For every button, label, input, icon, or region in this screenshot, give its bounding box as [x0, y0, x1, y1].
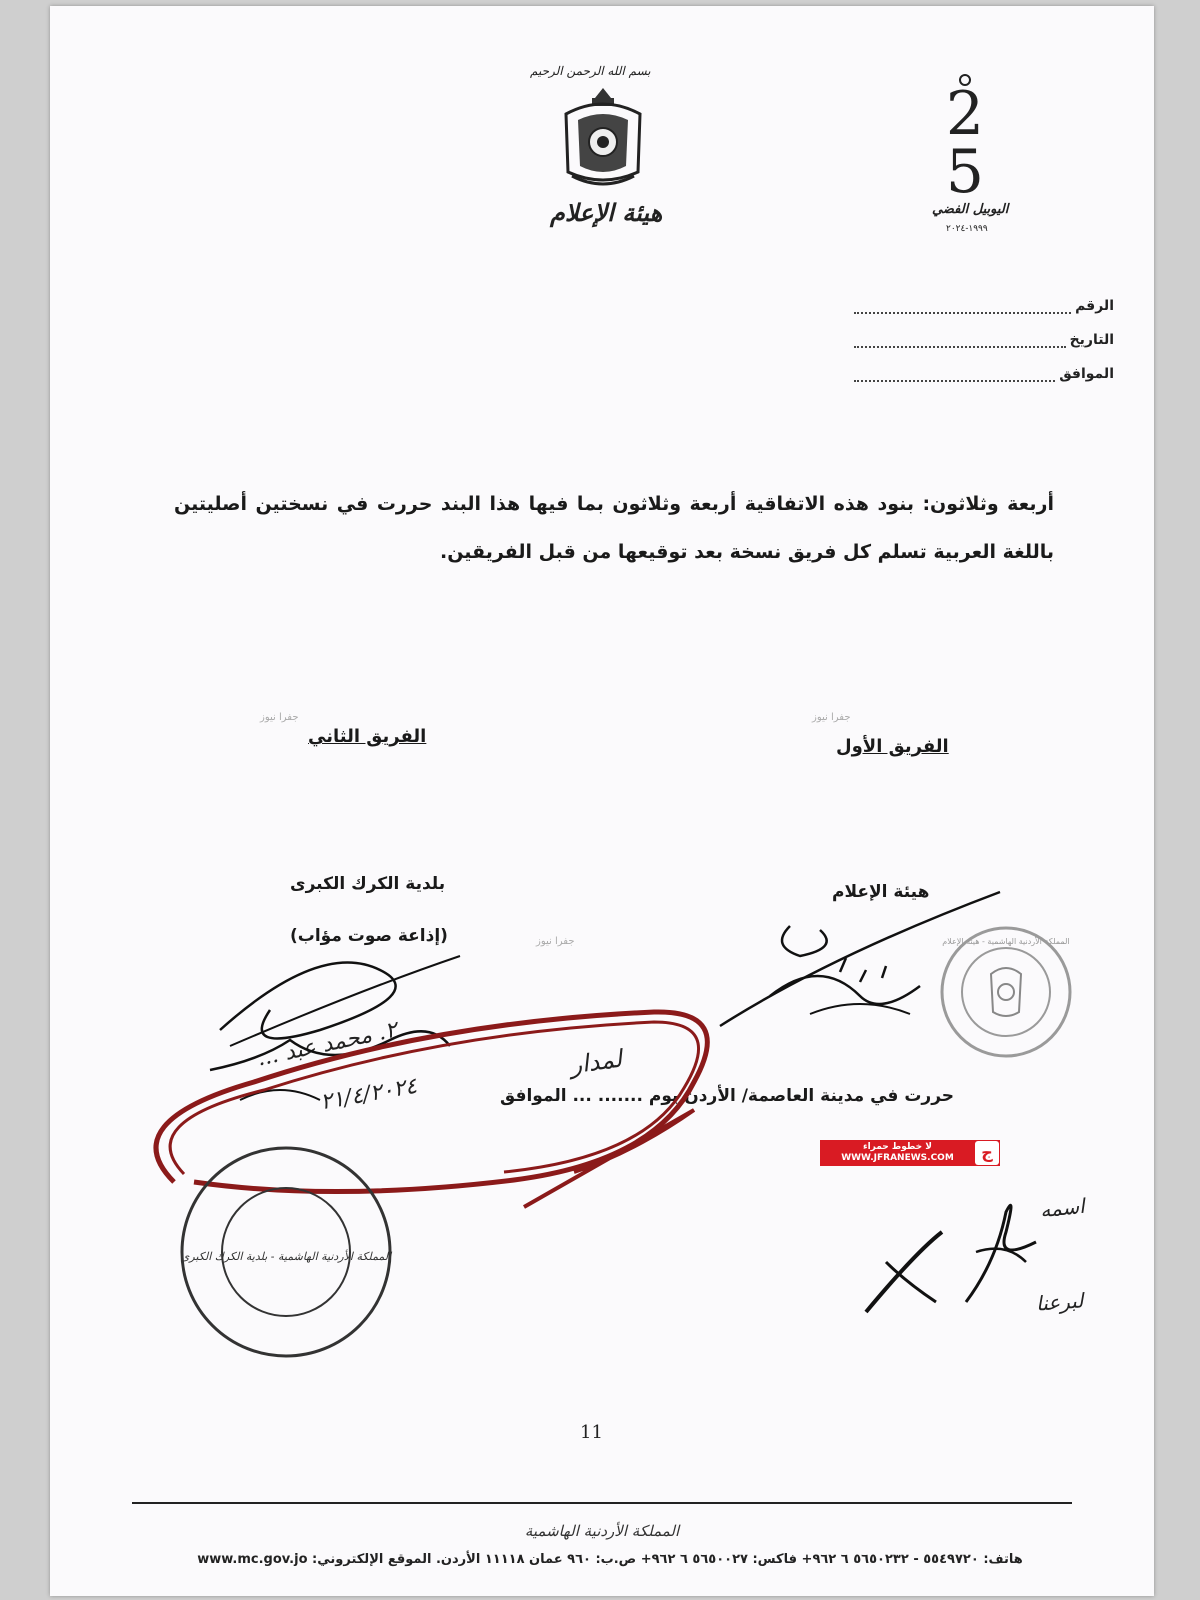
ref-date-field — [854, 336, 1066, 348]
handwritten-signatory-name: ٢. محمد عبد ... — [254, 1017, 400, 1072]
jubilee-25-logo-icon — [930, 70, 1000, 200]
ref-date-label: التاريخ — [1069, 332, 1114, 348]
ref-corresponding-row — [854, 366, 1114, 382]
handwritten-note: لبرعنا — [1035, 1288, 1085, 1316]
footer-contact: هاتف: ٥٥٤٩٧٢٠ - ٥٦٥٠٢٣٢ ٦ ٩٦٢+ فاكس: ٥٦٥٠٠٢٧ ٦ ٩٦٢+ ص.ب: ٩٦٠ عمان ١١١١٨ الأردن. الموقع الإلكتروني: www.mc.gov.jo — [197, 1552, 1023, 1567]
svg-text:2: 2 — [945, 79, 985, 149]
second-party-sub: (إذاعة صوت مؤاب) — [290, 926, 448, 946]
left-stamp-text: المملكة الأردنية الهاشمية - بلدية الكرك الكبرى — [180, 1250, 392, 1263]
ref-date-row — [854, 332, 1114, 348]
footer-kingdom: المملكة الأردنية الهاشمية — [524, 1522, 680, 1540]
witness-signature-icon — [856, 1192, 1056, 1322]
basmala: بسم الله الرحمن الرحيم — [530, 64, 651, 78]
header-org-name: هيئة الإعلام — [550, 198, 663, 227]
footer-divider — [132, 1502, 1072, 1504]
jubilee-years: ١٩٩٩-٢٠٢٤ — [946, 224, 988, 234]
watermark: جفرا نيوز — [260, 712, 299, 723]
page-number: 11 — [580, 1422, 603, 1443]
news-badge-text — [820, 1142, 975, 1164]
media-commission-stamp-icon — [936, 922, 1076, 1062]
second-party-org: بلدية الكرك الكبرى — [290, 874, 446, 894]
handwritten-word: لمدار — [568, 1044, 624, 1080]
first-party-label: الفريق الأول — [836, 736, 949, 757]
ref-number-row — [854, 298, 1114, 314]
ref-number-label: الرقم — [1075, 298, 1114, 314]
right-stamp-text: المملكة الأردنية الهاشمية - هيئة الإعلام — [942, 937, 1070, 946]
watermark: جفرا نيوز — [536, 936, 575, 947]
agreement-clause-paragraph: أربعة وثلاثون: بنود هذه الاتفاقية أربعة وثلاثون بما فيها هذا البند حررت في نسختين أصليتين باللغة العربية تسلم كل فريق نسخة بعد توقيعها من قبل الفريقين. — [174, 493, 1054, 563]
first-party-org: هيئة الإعلام — [832, 882, 930, 902]
news-badge-line1: لا خطوط حمراء — [862, 1142, 933, 1152]
handwritten-date: ٢١/٤/٢٠٢٤ — [318, 1073, 419, 1116]
handwritten-note: اسمه — [1038, 1193, 1086, 1223]
news-badge — [820, 1140, 1000, 1166]
karak-municipality-stamp-icon — [176, 1142, 396, 1362]
issued-date-line: حررت في مدينة العاصمة/ الأردن يوم ....... ... الموافق — [500, 1086, 955, 1106]
ref-corresponding-label: الموافق — [1059, 366, 1114, 382]
ref-corresponding-field — [854, 370, 1055, 382]
second-party-label: الفريق الثاني — [308, 726, 427, 747]
svg-text:5: 5 — [945, 137, 985, 200]
document-page — [50, 6, 1154, 1596]
coat-of-arms-icon — [558, 84, 648, 194]
watermark: جفرا نيوز — [812, 712, 851, 723]
news-badge-line2: WWW.JFRANEWS.COM — [841, 1153, 954, 1163]
news-logo-icon: ج — [975, 1141, 999, 1165]
jubilee-label: اليوبيل الفضي — [932, 202, 1009, 217]
ref-number-field — [854, 302, 1071, 314]
